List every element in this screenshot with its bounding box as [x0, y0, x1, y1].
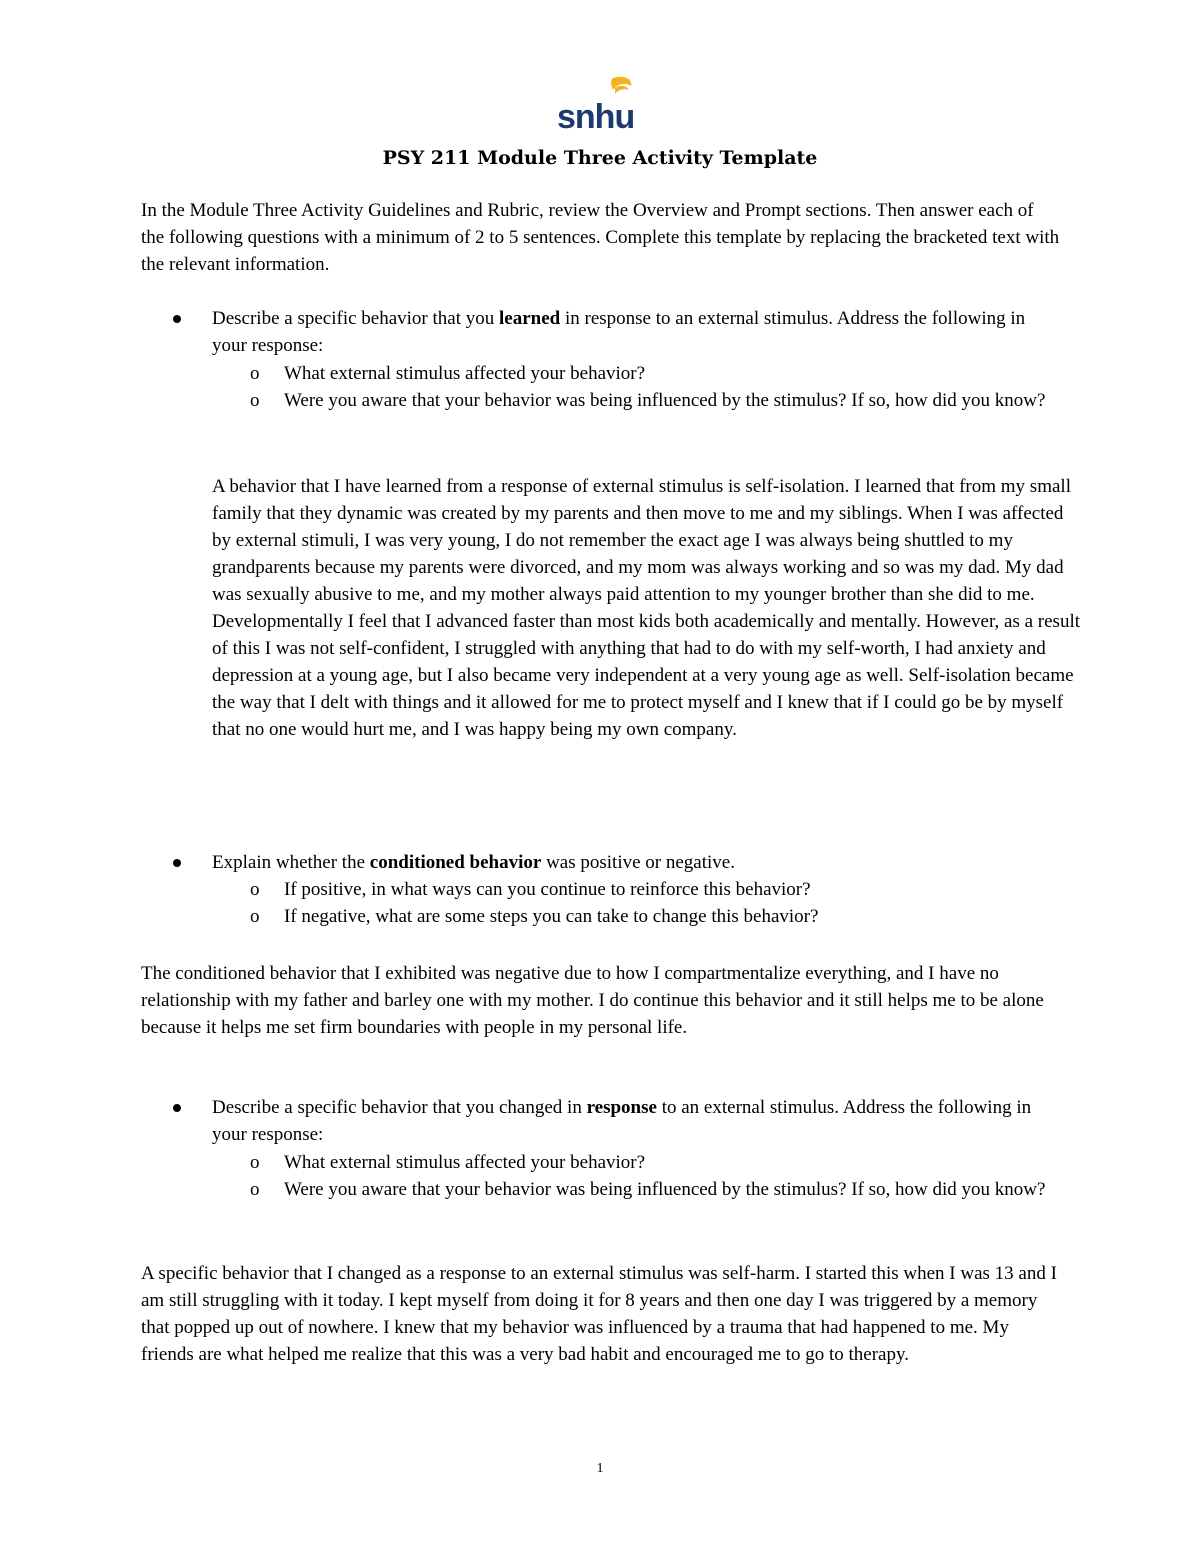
answer-paragraph-3: A specific behavior that I changed as a response to an external stimulus was self-harm. I started this when I was 13 and I am still struggling with it today. I kept myself from doing it for 8 years and then one day I was triggered by a memory that popped up out of nowhere. I knew that my behavior was influenced by a trauma that had happened to me. My friends are what helped me realize that this was a very bad habit and encouraged me to go to therapy. [141, 1263, 1057, 1365]
sub-bullet-icon: o [250, 363, 260, 384]
answer-paragraph-1: A behavior that I have learned from a response of external stimulus is self-isolation. I learned that from my small family that they dynamic was created by my parents and then move to me and my siblings. When I was affected by external stimuli, I was very young, I do not remember the exact age I was always being shuttled to my grandparents because my parents were divorced, and my mom was always working and so was my dad. My dad was sexually abusive to me, and my mother always paid attention to my younger brother than she did to me. Developmentally I feel that I advanced faster than most kids both academically and mentally. However, as a result of this I was not self-confident, I struggled with anything that had to do with my self-worth, I had anxiety and depression at a young age, but I also became very independent at a very young age as well. Self-isolation became the way that I delt with things and it allowed for me to protect myself and I knew that if I could go be by myself that no one would hurt me, and I was happy being my own company. [212, 476, 1080, 740]
page-title: PSY 211 Module Three Activity Template [382, 147, 818, 169]
bullet-icon [173, 1104, 181, 1112]
bullet-text: Describe a specific behavior that you changed in response to an external stimulus. Address the following in your response: [212, 1097, 1032, 1145]
sub-bullet-icon: o [250, 879, 260, 900]
answer-paragraph-2: The conditioned behavior that I exhibited was negative due to how I compartmentalize everything, and I have no relationship with my father and barley one with my mother. I do continue this behavior and it still helps me to be alone because it helps me set firm boundaries with people in my personal life. [141, 963, 1044, 1038]
sub-bullet-icon: o [250, 390, 260, 411]
bullet-text: Describe a specific behavior that you learned in response to an external stimulus. Address the following in your response: [212, 308, 1026, 356]
sub-bullet-icon: o [250, 1179, 260, 1200]
bullet-item-conditioned [141, 849, 1061, 879]
bullet-icon [173, 315, 181, 323]
sub-bullet-icon: o [250, 906, 260, 927]
bullet-item-response [141, 1094, 1061, 1154]
logo-text: snhu [557, 98, 635, 132]
bullet-item-learned [141, 305, 1061, 365]
bullet-text: Explain whether the conditioned behavior was positive or negative. [212, 852, 735, 873]
page-number: 1 [596, 1461, 604, 1476]
document-page: snhu PSY 211 Module Three Activity Template In the Module Three Activity Guidelines and Rubric, review the Overview and Prompt sections. Then answer each of the following questions with a minimum of 2 to 5 sentences. Complete this template by replacing the bracketed text with the relevant information. Describe a specific behavior that you learned in response to an external stimulus. Address the following in your response: o What external stimulus affected your behavior? o Were you aware that your behavior was being influenced by the stimulus? If so, how did you know? A behavior that I have learned from a response of external stimulus is self-isolation. I learned that from my small family that they dynamic was created by my parents and then move to me and my siblings. When I was affected by external stimuli, I was very young, I do not remember the exact age I was always being shuttled to my grandparents because my parents were divorced, and my mom was always working and so was my dad. My dad was sexually abusive to me, and my mother always paid attention to my younger brother than she did to me. Developmentally I feel that I advanced faster than most kids both academically and mentally. However, as a result of this I was not self-confident, I struggled with anything that had to do with my self-worth, I had anxiety and depression at a young age, but I also became very independent at a very young age as well. Self-isolation became the way that I delt with things and it allowed for me to protect myself and I knew that if I could go be by myself that no one would hurt me, and I was happy being my own company. Explain whether the conditioned behavior was positive or negative. o If positive, in what ways can you continue to reinforce this behavior? o If negative, what are some steps you can take to change this behavior? The conditioned behavior that I exhibited was negative due to how I compartmentalize everything, and I have no relationship with my father and barley one with my mother. I do continue this behavior and it still helps me to be alone because it helps me set firm boundaries with people in my personal life. Describe a specific behavior that you changed in response to an external stimulus. Address the following in your response: o What external stimulus affected your behavior? o Were you aware that your behavior was being influenced by the stimulus? If so, how did you know? A specific behavior that I changed as a response to an external stimulus was self-harm. I started this when I was 13 and I am still struggling with it today. I kept myself from doing it for 8 years and then one day I was triggered by a memory that popped up out of nowhere. I knew that my behavior was influenced by a trauma that had happened to me. My friends are what helped me realize that this was a very bad habit and encouraged me to go to therapy. 1 [0, 0, 1200, 1553]
intro-paragraph: In the Module Three Activity Guidelines and Rubric, review the Overview and Prompt sections. Then answer each of the following questions with a minimum of 2 to 5 sentences. Complete this template by replacing the bracketed text with the relevant information. [141, 200, 1060, 275]
bullet-icon [173, 859, 181, 867]
snhu-logo [555, 74, 639, 132]
sub-bullet-icon: o [250, 1152, 260, 1173]
